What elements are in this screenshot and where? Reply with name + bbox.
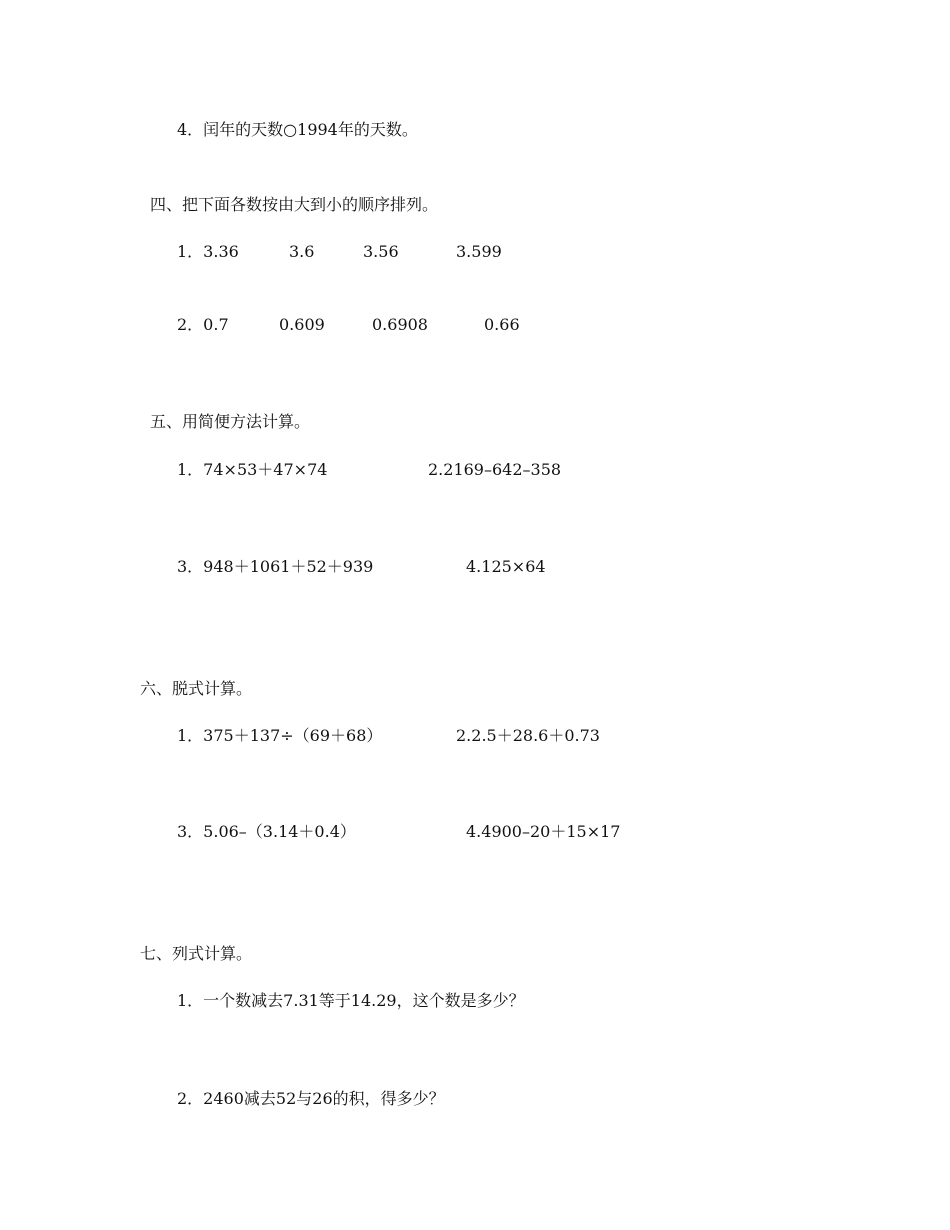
order-row-1-value-3: 3.56 [363,242,399,261]
stepwise-problem-1: 1．375＋137÷（69＋68） [177,726,383,745]
section-7-heading: 七、列式计算。 [140,944,253,963]
order-row-2-value-4: 0.66 [484,315,520,334]
order-row-2-label: 2．0.7 [177,315,229,334]
simplify-problem-4: 4.125×64 [466,557,546,576]
section-5-heading: 五、用简便方法计算。 [150,412,311,431]
stepwise-problem-3: 3．5.06–（3.14＋0.4） [177,822,356,841]
order-row-1-label: 1．3.36 [177,242,239,261]
word-problem-1: 1．一个数减去7.31等于14.29，这个数是多少？ [177,991,525,1010]
simplify-problem-2: 2.2169–642–358 [428,460,562,479]
order-row-2-value-2: 0.609 [279,315,325,334]
leap-year-compare-item: 4．闰年的天数○1994年的天数。 [177,120,418,139]
order-row-1-value-2: 3.6 [289,242,315,261]
stepwise-problem-4: 4.4900–20＋15×17 [466,822,621,841]
order-row-2-value-3: 0.6908 [372,315,428,334]
simplify-problem-1: 1．74×53＋47×74 [177,460,328,479]
section-4-heading: 四、把下面各数按由大到小的顺序排列。 [150,195,439,214]
word-problem-2: 2．2460减去52与26的积，得多少？ [177,1089,445,1108]
order-row-1-value-4: 3.599 [456,242,502,261]
section-6-heading: 六、脱式计算。 [140,679,253,698]
simplify-problem-3: 3．948＋1061＋52＋939 [177,557,374,576]
stepwise-problem-2: 2.2.5＋28.6＋0.73 [456,726,600,745]
